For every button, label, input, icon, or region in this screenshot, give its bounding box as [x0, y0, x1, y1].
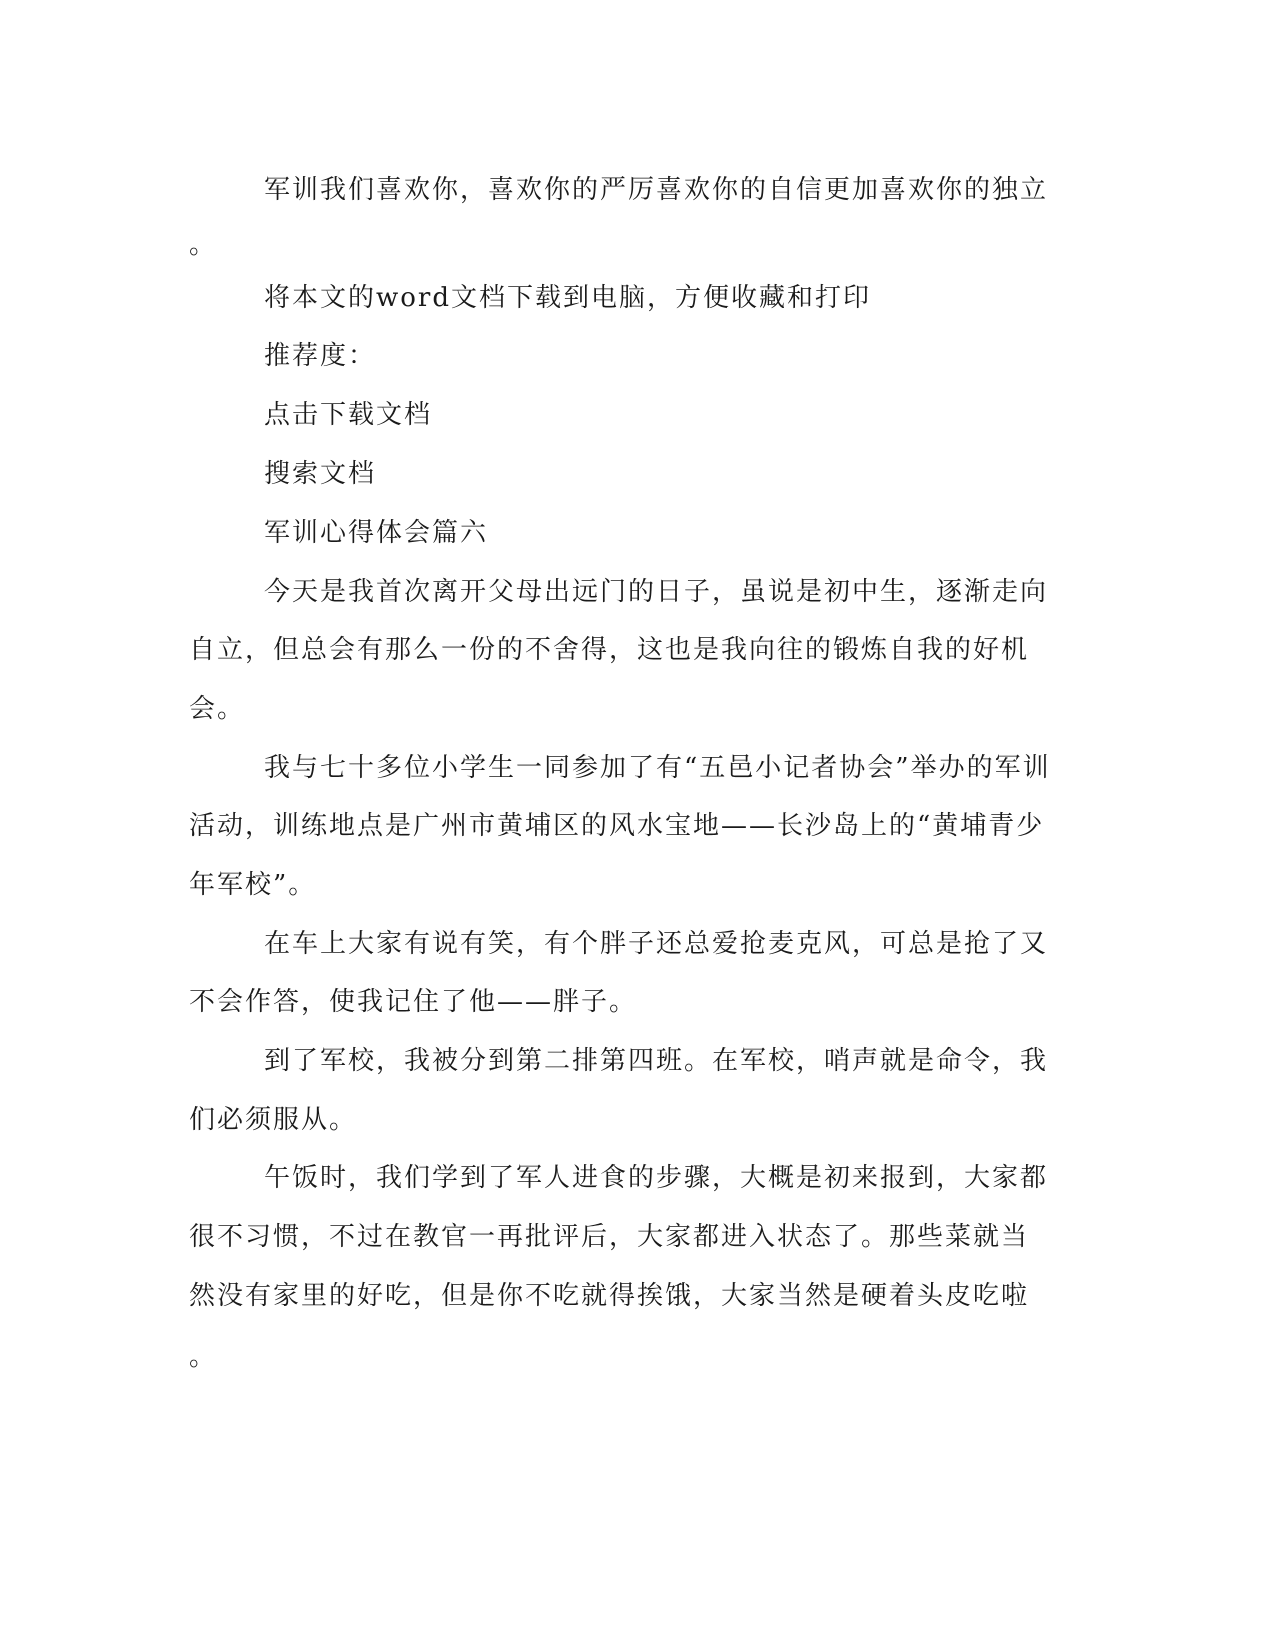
paragraph-line: 在车上大家有说有笑，有个胖子还总爱抢麦克风，可总是抢了又 [264, 929, 1049, 959]
paragraph-line: 年军校”。 [189, 870, 317, 900]
paragraph-line: 我与七十多位小学生一同参加了有“五邑小记者协会”举办的军训 [264, 753, 1051, 783]
section-heading: 军训心得体会篇六 [264, 518, 489, 548]
paragraph-line: 自立，但总会有那么一份的不舍得，这也是我向往的锻炼自我的好机 [189, 635, 1030, 665]
paragraph-line: 活动，训练地点是广州市黄埔区的风水宝地——长沙岛上的“黄埔青少 [189, 811, 1045, 841]
paragraph-line: 。 [189, 230, 218, 260]
download-prompt: 将本文的word文档下载到电脑，方便收藏和打印 [264, 283, 871, 313]
paragraph-line: 们必须服从。 [189, 1105, 358, 1135]
paragraph-line: 到了军校，我被分到第二排第四班。在军校，哨声就是命令，我 [264, 1046, 1049, 1076]
search-document-link[interactable]: 搜索文档 [264, 459, 377, 489]
download-document-link[interactable]: 点击下载文档 [264, 400, 433, 430]
paragraph-line: 。 [189, 1342, 218, 1372]
paragraph-line: 会。 [189, 694, 246, 724]
paragraph-line: 军训我们喜欢你，喜欢你的严厉喜欢你的自信更加喜欢你的独立 [264, 175, 1049, 205]
paragraph-line: 午饭时，我们学到了军人进食的步骤，大概是初来报到，大家都 [264, 1163, 1049, 1193]
recommendation-label: 推荐度： [264, 341, 377, 371]
paragraph-line: 今天是我首次离开父母出远门的日子，虽说是初中生，逐渐走向 [264, 577, 1049, 607]
paragraph-line: 很不习惯，不过在教官一再批评后，大家都进入状态了。那些菜就当 [189, 1222, 1030, 1252]
paragraph-line: 然没有家里的好吃，但是你不吃就得挨饿，大家当然是硬着头皮吃啦 [189, 1281, 1030, 1311]
paragraph-line: 不会作答，使我记住了他——胖子。 [189, 987, 638, 1017]
